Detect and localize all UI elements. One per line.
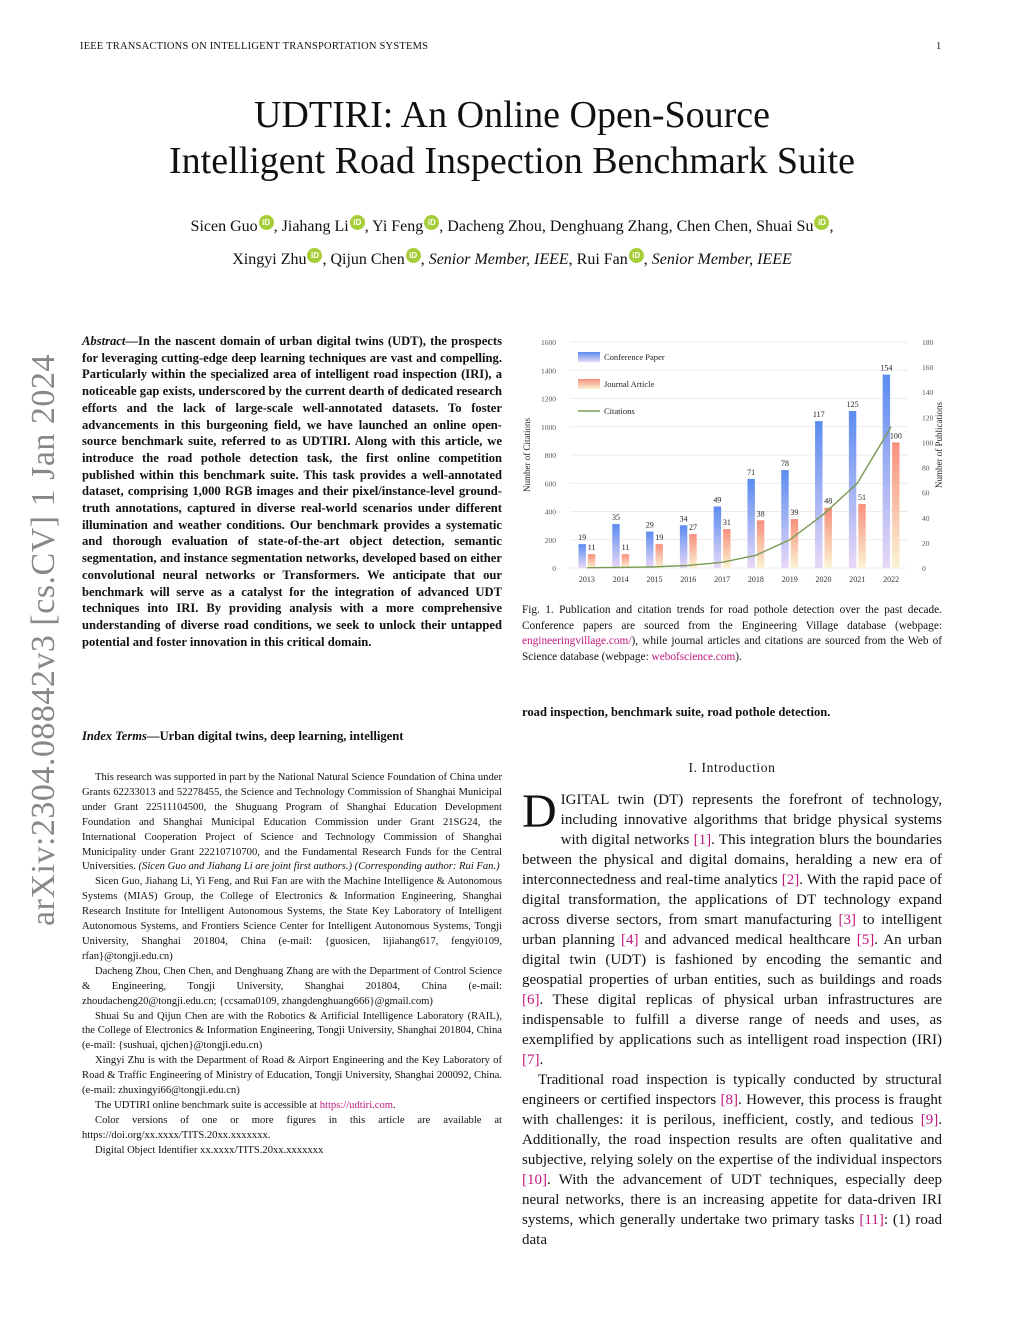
intro-paragraph-2 (522, 1070, 942, 1250)
y-left-tick-label: 1600 (541, 338, 556, 347)
author-name: Rui Fan (576, 251, 628, 268)
bar-label-journal: 27 (689, 523, 698, 533)
paper-title (0, 92, 1024, 184)
y-left-tick-label: 800 (544, 451, 556, 460)
bar-journal (588, 554, 595, 568)
y-right-tick-label: 120 (922, 413, 934, 423)
bar-label-conference: 78 (780, 459, 789, 469)
bar-conference (646, 532, 653, 568)
orcid-icon[interactable]: iD (424, 215, 439, 230)
bar-label-journal: 11 (621, 543, 630, 553)
author-name: Yi Feng (372, 218, 424, 235)
y-right-tick-label: 160 (922, 363, 934, 373)
citation-link[interactable]: [9] (920, 1112, 939, 1128)
footnote-affiliation: Sicen Guo, Jiahang Li, Yi Feng, and Rui Fan are with the Machine Intelligence & Autonomous Systems (MIAS) Group, the College of Electronics & Information Engineering, Shanghai Research Institute for Intelligent Autonomous Systems, the State Key Laboratory of Intelligent Autonomous Systems, and Frontiers Science Center for Intelligent Autonomous Systems, Tongji University, Shanghai 201804, China (e-mail: {guosicen, lijiahang617, fengyi0109, rfan}@tongji.edu.cn) (82, 876, 502, 962)
index-terms (82, 728, 502, 745)
y-left-tick-label: 1200 (541, 394, 556, 404)
drop-cap: D (522, 785, 557, 838)
page-number: 1 (936, 41, 942, 52)
legend-swatch-journal (578, 379, 600, 389)
y-right-tick-label: 100 (922, 438, 934, 448)
footnote-color: Color versions of one or more figures in this article are available at https://doi.org/xx.xxxx/TITS.20xx.xxxxxxx. (82, 1114, 502, 1141)
body-text: . This integration blurs the boundaries between the physical and digital domains, heralding a new era of interconnectedness and real-time analytics (522, 832, 942, 888)
body-text: IGITAL twin (DT) represents the forefront of technology, including innovative algorithms that bridge physical systems with digital networks (560, 792, 942, 848)
intro-paragraph-1 (522, 785, 942, 1070)
bar-journal (656, 544, 663, 568)
orcid-icon[interactable]: iD (259, 215, 274, 230)
citation-link[interactable]: [6] (522, 992, 540, 1008)
y-right-tick-label: 180 (922, 338, 934, 347)
footnote-website: The UDTIRI online benchmark suite is accessible at https://udtiri.com. (95, 1099, 396, 1111)
bar-label-conference: 71 (747, 467, 756, 477)
x-tick-label: 2014 (612, 575, 629, 584)
author-line-2: Xingyi Zhu iD , Qijun Chen iD , Senior Member, IEEE, Rui Fan iD , Senior Member, IEEE (0, 243, 1024, 276)
running-head: IEEE TRANSACTIONS ON INTELLIGENT TRANSPORTATION SYSTEMS (80, 41, 429, 52)
orcid-icon[interactable]: iD (350, 215, 365, 230)
body-text: . An urban digital twin (UDT) is fashioned by encoding the semantic and geospatial properties of urban entities, such as buildings and roads (522, 932, 942, 988)
bar-conference (883, 375, 890, 568)
arxiv-side-label[interactable]: arXiv:2304.08842v3 [cs.CV] 1 Jan 2024 (25, 354, 62, 926)
author-name: Xingyi Zhu (232, 251, 307, 268)
legend-label-journal: Journal Article (604, 379, 655, 389)
y-right-tick-label: 0 (922, 564, 926, 573)
footnote-affiliation: Dacheng Zhou, Chen Chen, and Denghuang Zhang are with the Department of Control Science & Engineering, Tongji University, Shanghai 201804, China (e-mail: zhoudacheng20@tongji.edu.cn; {ccsama0109, zhangdenghuang666}@gmail.com) (82, 965, 502, 1007)
body-text: . Additionally, the road inspection results are often qualitative and subjective, relying solely on the expertise of the individual inspectors (522, 1112, 942, 1168)
bar-label-journal: 11 (587, 543, 596, 553)
author-name: Jiahang Li (281, 218, 349, 235)
y-right-tick-label: 80 (922, 463, 930, 473)
body-text: : (1) road data (522, 1212, 942, 1248)
author-name: Sicen Guo (190, 218, 258, 235)
x-tick-label: 2013 (578, 575, 595, 584)
y-right-tick-label: 20 (922, 538, 930, 548)
y-left-tick-label: 0 (552, 564, 556, 573)
legend-label-conference: Conference Paper (604, 352, 665, 362)
abstract-lead: Abstract (82, 334, 126, 348)
author-name: Chen Chen (676, 218, 749, 235)
title-line-1: UDTIRI: An Online Open-Source (253, 94, 771, 136)
y-left-axis-label: Number of Citations (522, 418, 532, 492)
x-tick-label: 2016 (680, 575, 697, 584)
bar-label-journal: 31 (722, 518, 731, 528)
citation-link[interactable]: [2] (781, 872, 800, 888)
bar-label-conference: 29 (645, 520, 654, 530)
body-text: . With the rapid pace of digital transformation, the applications of DT technology expand across diverse sectors, from smart manufacturing (522, 872, 942, 928)
author-name: Dacheng Zhou (447, 218, 542, 235)
bar-journal (791, 519, 798, 568)
bar-conference (815, 421, 822, 568)
publication-chart (512, 330, 952, 600)
x-tick-label: 2021 (849, 575, 866, 584)
bar-conference (714, 506, 721, 568)
bar-label-journal: 51 (858, 492, 867, 502)
orcid-icon[interactable]: iD (406, 248, 421, 263)
bar-journal (825, 508, 832, 568)
author-membership: Senior Member, IEEE (651, 251, 792, 268)
footnote-doi: Digital Object Identifier xx.xxxx/TITS.20xx.xxxxxxx (95, 1144, 324, 1156)
index-terms-lead: Index Terms (82, 729, 147, 743)
citation-link[interactable]: [8] (720, 1092, 738, 1108)
y-right-tick-label: 140 (922, 388, 934, 398)
y-left-tick-label: 400 (544, 507, 556, 517)
bar-journal (892, 442, 899, 568)
body-text: . (539, 1052, 544, 1068)
author-list (0, 210, 1024, 276)
body-text: to intelligent urban planning (522, 912, 942, 948)
section-heading: I. Introduction (688, 760, 776, 775)
x-tick-label: 2019 (781, 575, 798, 584)
index-terms-continued: road inspection, benchmark suite, road pothole detection. (522, 705, 831, 719)
bar-label-journal: 48 (824, 496, 833, 506)
bar-label-conference: 35 (611, 513, 620, 523)
bar-label-conference: 125 (846, 400, 859, 410)
engineering-village-link[interactable]: engineeringvillage.com/ (522, 635, 632, 647)
x-tick-label: 2017 (714, 575, 731, 584)
body-text: . However, this process is fraught with challenges: it is perilous, inefficient, costly, and tedious (522, 1092, 942, 1128)
author-name: Denghuang Zhang (549, 218, 669, 235)
legend-label-citations: Citations (604, 406, 635, 416)
legend-swatch-conference (578, 352, 600, 362)
x-tick-label: 2015 (646, 575, 663, 584)
citation-link[interactable]: [5] (856, 932, 875, 948)
bar-conference (680, 525, 687, 568)
x-tick-label: 2020 (815, 575, 832, 584)
orcid-icon[interactable]: iD (307, 248, 322, 263)
bar-conference (578, 544, 585, 568)
title-line-2: Intelligent Road Inspection Benchmark Suite (169, 140, 855, 182)
udtiri-link[interactable]: https://udtiri.com (319, 1099, 394, 1111)
author-name: Shuai Su (756, 218, 814, 235)
author-membership: Senior Member, IEEE (428, 251, 569, 268)
bar-label-journal: 19 (655, 533, 664, 543)
bar-conference (747, 479, 754, 568)
x-tick-label: 2018 (747, 575, 764, 584)
figure-caption: Fig. 1. Publication and citation trends for road pothole detection over the past decade. Conference papers are sourced from the Engineering Village database (webpage: engineeringvillage.com/), while journal articles and citations are sourced from the Web of Science database (webpage: webofscience.com). (522, 604, 942, 663)
bar-label-conference: 19 (578, 533, 587, 543)
bar-label-conference: 34 (679, 514, 688, 524)
citation-link[interactable]: [1] (693, 832, 712, 848)
footnotes (82, 771, 502, 1159)
bar-conference (612, 524, 619, 568)
bar-journal (858, 504, 865, 568)
body-text: Traditional road inspection is typically conducted by structural engineers or certified inspectors (522, 1072, 942, 1108)
citation-link[interactable]: [3] (838, 912, 857, 928)
footnote-affiliation: Shuai Su and Qijun Chen are with the Robotics & Artificial Intelligence Laboratory (RAIL), the College of Electronics & Information Engineering, Tongji University, Shanghai 201804, China (e-mail: {sushuai, qjchen}@tongji.edu.cn) (82, 1010, 502, 1052)
bar-journal (689, 534, 696, 568)
orcid-icon[interactable]: iD (629, 248, 644, 263)
bar-label-conference: 154 (880, 363, 893, 373)
citation-link[interactable]: [4] (621, 932, 639, 948)
abstract (82, 333, 502, 650)
author-line-1: Sicen Guo iD , Jiahang Li iD , Yi Feng iD , Dacheng Zhou, Denghuang Zhang, Chen Chen, Shuai Su iD , (0, 210, 1024, 243)
introduction-body (522, 785, 942, 1250)
body-text: . These digital replicas of physical urban infrastructures are indispensable to fulfill a diverse range of needs and uses, as exemplified by applications such as intelligent road inspection (IRI) (522, 992, 942, 1048)
y-right-tick-label: 40 (922, 513, 930, 523)
footnote-funding: This research was supported in part by the National Natural Science Foundation of China under Grants 62233013 and 52278455, the Science and Technology Commission of Shanghai Municipal under Grant 22511104500, the Shuguang Program of Shanghai Education Development Foundation and Shanghai Municipal Education Commission under Grant 21SG24, the International Cooperation Project of Science and Technology Commission of Shanghai Municipality under Grant 22210710700, and the Fundamental Research Funds for the Central Universities. (Sicen Guo and Jiahang Li are joint first authors.) (Corresponding author: Rui Fan.) (82, 772, 502, 873)
bar-label-journal: 100 (889, 431, 902, 441)
citation-link[interactable]: [10] (522, 1172, 547, 1188)
body-text: . With the advancement of UDT techniques, especially deep neural networks, there is an increasing appetite for data-driven IRI systems, which generally undertake two primary tasks (522, 1172, 942, 1228)
body-text: and advanced medical healthcare (638, 932, 857, 948)
y-left-tick-label: 1000 (541, 422, 556, 432)
citation-link[interactable]: [11] (859, 1212, 884, 1228)
x-tick-label: 2022 (883, 575, 900, 584)
abstract-text: —In the nascent domain of urban digital twins (UDT), the prospects for leveraging cutting-edge deep learning techniques are vast and compelling. Particularly within the specialized area of intelligent road inspection (IRI), a noticeable gap exists, underscored by the current dearth of dedicated research efforts and the lack of large-scale well-annotated datasets. To foster advancements in this burgeoning field, we have launched an online open-source benchmark suite, referred to as UDTIRI. Along with this article, we introduce the road pothole detection task, the first online competition published within this benchmark suite. This task provides a well-annotated dataset, comprising 1,000 RGB images and their pixel/instance-level ground-truth annotations, captured in diverse real-world scenarios under different illumination and weather conditions. Our benchmark provides a systematic and thorough evaluation of state-of-the-art object detection, semantic segmentation, and instance segmentation networks, developed based on either convolutional neural networks or Transformers. We anticipate that our benchmark will serve as a catalyst for the integration of advanced UDT techniques into IRI. By providing analysis with a more comprehensive understanding of diverse road conditions, we seek to unlock their untapped potential and foster innovation in this critical domain. (82, 334, 502, 649)
bar-journal (757, 520, 764, 568)
web-of-science-link[interactable]: webofscience.com (651, 650, 736, 663)
orcid-icon[interactable]: iD (814, 215, 829, 230)
y-left-tick-label: 1400 (541, 366, 556, 376)
footnote-affiliation: Xingyi Zhu is with the Department of Road & Airport Engineering and the Key Laboratory of Road & Traffic Engineering of Ministry of Education, Tongji University, Shanghai 200092, China. (e-mail: zhuxingyi66@tongji.edu.cn) (82, 1055, 502, 1097)
y-left-tick-label: 200 (544, 535, 556, 545)
bar-label-journal: 39 (790, 508, 799, 518)
bar-conference (781, 470, 788, 568)
bar-journal (622, 554, 629, 568)
bar-label-conference: 49 (713, 495, 722, 505)
citations-line (587, 427, 891, 568)
y-right-tick-label: 60 (922, 488, 930, 498)
y-right-axis-label: Number of Publications (934, 402, 944, 488)
index-terms-text: —Urban digital twins, deep learning, intelligent (146, 729, 404, 743)
y-left-tick-label: 600 (544, 479, 556, 489)
author-name: Qijun Chen (330, 251, 405, 268)
bar-label-conference: 117 (812, 410, 825, 420)
citation-link[interactable]: [7] (522, 1052, 540, 1068)
bar-label-journal: 38 (756, 509, 765, 519)
